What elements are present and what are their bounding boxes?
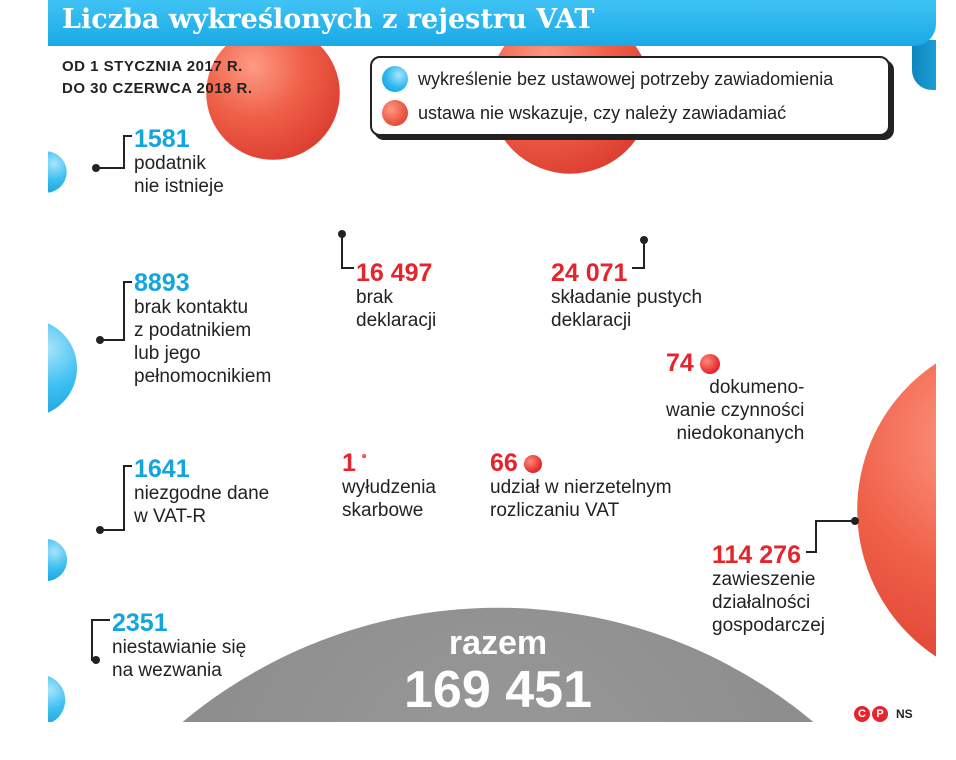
desc-r2: składanie pustych deklaracji <box>551 287 703 331</box>
label-r2 <box>551 260 702 332</box>
period-line-1: OD 1 STYCZNIA 2017 R. <box>62 58 243 75</box>
title-bar <box>48 0 936 46</box>
bubble-b3 <box>48 539 67 581</box>
period-line-2: DO 30 CZERWCA 2018 R. <box>62 80 253 97</box>
label-r5 <box>490 450 672 522</box>
total-label: razem <box>448 624 548 662</box>
label-r4 <box>342 450 436 522</box>
legend <box>370 56 890 136</box>
copyright-p-icon: P <box>872 706 888 722</box>
legend-label-blue: wykreślenie bez ustawowej potrzeby zawiadomienia <box>418 68 834 89</box>
infographic <box>48 0 936 722</box>
bubble-b1 <box>48 151 67 192</box>
value-r6: 114 276 <box>712 541 801 569</box>
desc-b2: brak kontaktu z podatnikiem lub jego pełnomocnikiem <box>134 297 272 387</box>
value-b1: 1581 <box>134 125 190 153</box>
bubble-b2 <box>48 319 77 417</box>
mini-bubble-r5 <box>524 455 542 473</box>
copyright-c-icon: C <box>854 706 870 722</box>
label-r6 <box>712 542 825 637</box>
leader-line-b4 <box>92 620 110 660</box>
total-value: 169 451 <box>404 661 592 719</box>
label-b1 <box>134 126 224 198</box>
leader-dot-r1 <box>338 230 346 238</box>
label-r1 <box>356 260 436 332</box>
mini-bubble-r4 <box>362 454 366 458</box>
value-r2: 24 071 <box>551 259 628 287</box>
label-b3 <box>134 456 269 528</box>
leader-dot-r6 <box>851 517 859 525</box>
title-fold <box>912 40 936 90</box>
mini-bubble-r3 <box>700 354 720 374</box>
blue-circle-icon <box>382 66 408 92</box>
leader-dot-b2 <box>96 336 104 344</box>
value-r3: 74 <box>666 350 804 376</box>
leader-dot-b1 <box>92 164 100 172</box>
label-b2 <box>134 270 271 388</box>
red-circle-icon <box>382 100 408 126</box>
credit <box>854 706 913 722</box>
bubble-r6 <box>857 334 936 686</box>
bubble-b4 <box>48 675 65 722</box>
desc-r4: wyłudzenia skarbowe <box>342 477 436 521</box>
legend-item-blue <box>382 64 833 94</box>
label-b4 <box>112 610 246 682</box>
leader-dot-r2 <box>640 236 648 244</box>
period-note <box>62 56 253 100</box>
label-r3 <box>666 350 804 445</box>
legend-label-red: ustawa nie wskazuje, czy należy zawiadamiać <box>418 102 787 123</box>
leader-line-b3 <box>100 466 132 530</box>
desc-r6: zawieszenie działalności gospodarczej <box>712 569 826 636</box>
value-b2: 8893 <box>134 269 190 297</box>
leader-line-b1 <box>96 136 132 168</box>
value-r4: 1 <box>342 450 436 476</box>
desc-r5: udział w nierzetelnym rozliczaniu VAT <box>490 477 672 521</box>
leader-dot-b3 <box>96 526 104 534</box>
legend-item-red <box>382 98 786 128</box>
value-r1: 16 497 <box>356 259 433 287</box>
desc-r3: dokumeno- wanie czynności niedokonanych <box>666 377 805 444</box>
value-r5: 66 <box>490 450 672 476</box>
chart-title: Liczba wykreślonych z rejestru VAT <box>62 4 595 35</box>
credit-author: NS <box>896 707 913 721</box>
leader-line-r1 <box>342 234 354 268</box>
value-b3: 1641 <box>134 455 190 483</box>
leader-dot-b4 <box>92 656 100 664</box>
desc-r1: brak deklaracji <box>356 287 437 331</box>
leader-line-b2 <box>100 282 132 340</box>
desc-b3: niezgodne dane w VAT-R <box>134 483 270 527</box>
desc-b1: podatnik nie istnieje <box>134 153 224 197</box>
desc-b4: niestawianie się na wezwania <box>112 637 247 681</box>
value-b4: 2351 <box>112 609 168 637</box>
